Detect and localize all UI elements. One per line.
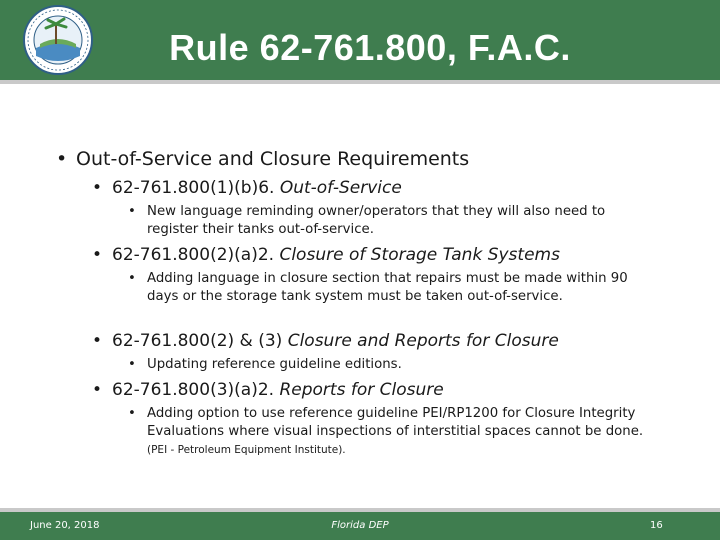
detail-text: Updating reference guideline editions. (147, 357, 402, 372)
bullet-dot: • (92, 245, 103, 265)
bullet-dot: • (92, 331, 103, 351)
sub-bullet-closure-storage (92, 245, 560, 265)
detail-out-of-service (128, 203, 647, 239)
pei-note: (PEI - Petroleum Equipment Institute). (147, 444, 346, 456)
detail-text: New language reminding owner/operators that they will also need to register their tanks out-of-service. (147, 204, 606, 237)
rule-label: Closure and Reports for Closure (287, 331, 559, 351)
bullet-dot: • (128, 271, 136, 286)
sub-bullet-closure-reports (92, 331, 559, 351)
sub-bullet-out-of-service (92, 178, 402, 198)
detail-text: Adding option to use reference guideline PEI/RP1200 for Closure Integrity Evaluations where visual inspections of interstitial spaces cannot be done. (147, 406, 644, 439)
slide-number: 16 (650, 520, 663, 531)
rule-code: 62-761.800(2) & (3) (112, 331, 283, 351)
rule-label: Closure of Storage Tank Systems (279, 245, 560, 265)
rule-label: Reports for Closure (279, 380, 444, 400)
rule-code: 62-761.800(3)(a)2. (112, 380, 275, 400)
bullet-dot: • (128, 406, 136, 421)
detail-closure-storage (128, 270, 647, 306)
sub-bullet-reports-closure (92, 380, 444, 400)
bullet-dot: • (92, 380, 103, 400)
bullet-dot: • (128, 357, 136, 372)
footer-date: June 20, 2018 (30, 520, 100, 531)
bullet-out-of-service-closure (56, 148, 469, 170)
detail-text: Adding language in closure section that repairs must be made within 90 days or the storage tank system must be taken out-of-service. (147, 271, 628, 304)
detail-closure-reports (128, 356, 647, 374)
rule-code: 62-761.800(1)(b)6. (112, 178, 275, 198)
rule-code: 62-761.800(2)(a)2. (112, 245, 275, 265)
bullet-dot: • (128, 204, 136, 219)
slide-title: Rule 62-761.800, F.A.C. (169, 27, 571, 68)
detail-reports-closure (128, 405, 647, 459)
bullet-dot: • (92, 178, 103, 198)
bullet-dot: • (56, 148, 68, 170)
rule-label: Out-of-Service (279, 178, 402, 198)
footer-organization: Florida DEP (331, 520, 389, 531)
bullet-text: Out-of-Service and Closure Requirements (76, 148, 470, 170)
